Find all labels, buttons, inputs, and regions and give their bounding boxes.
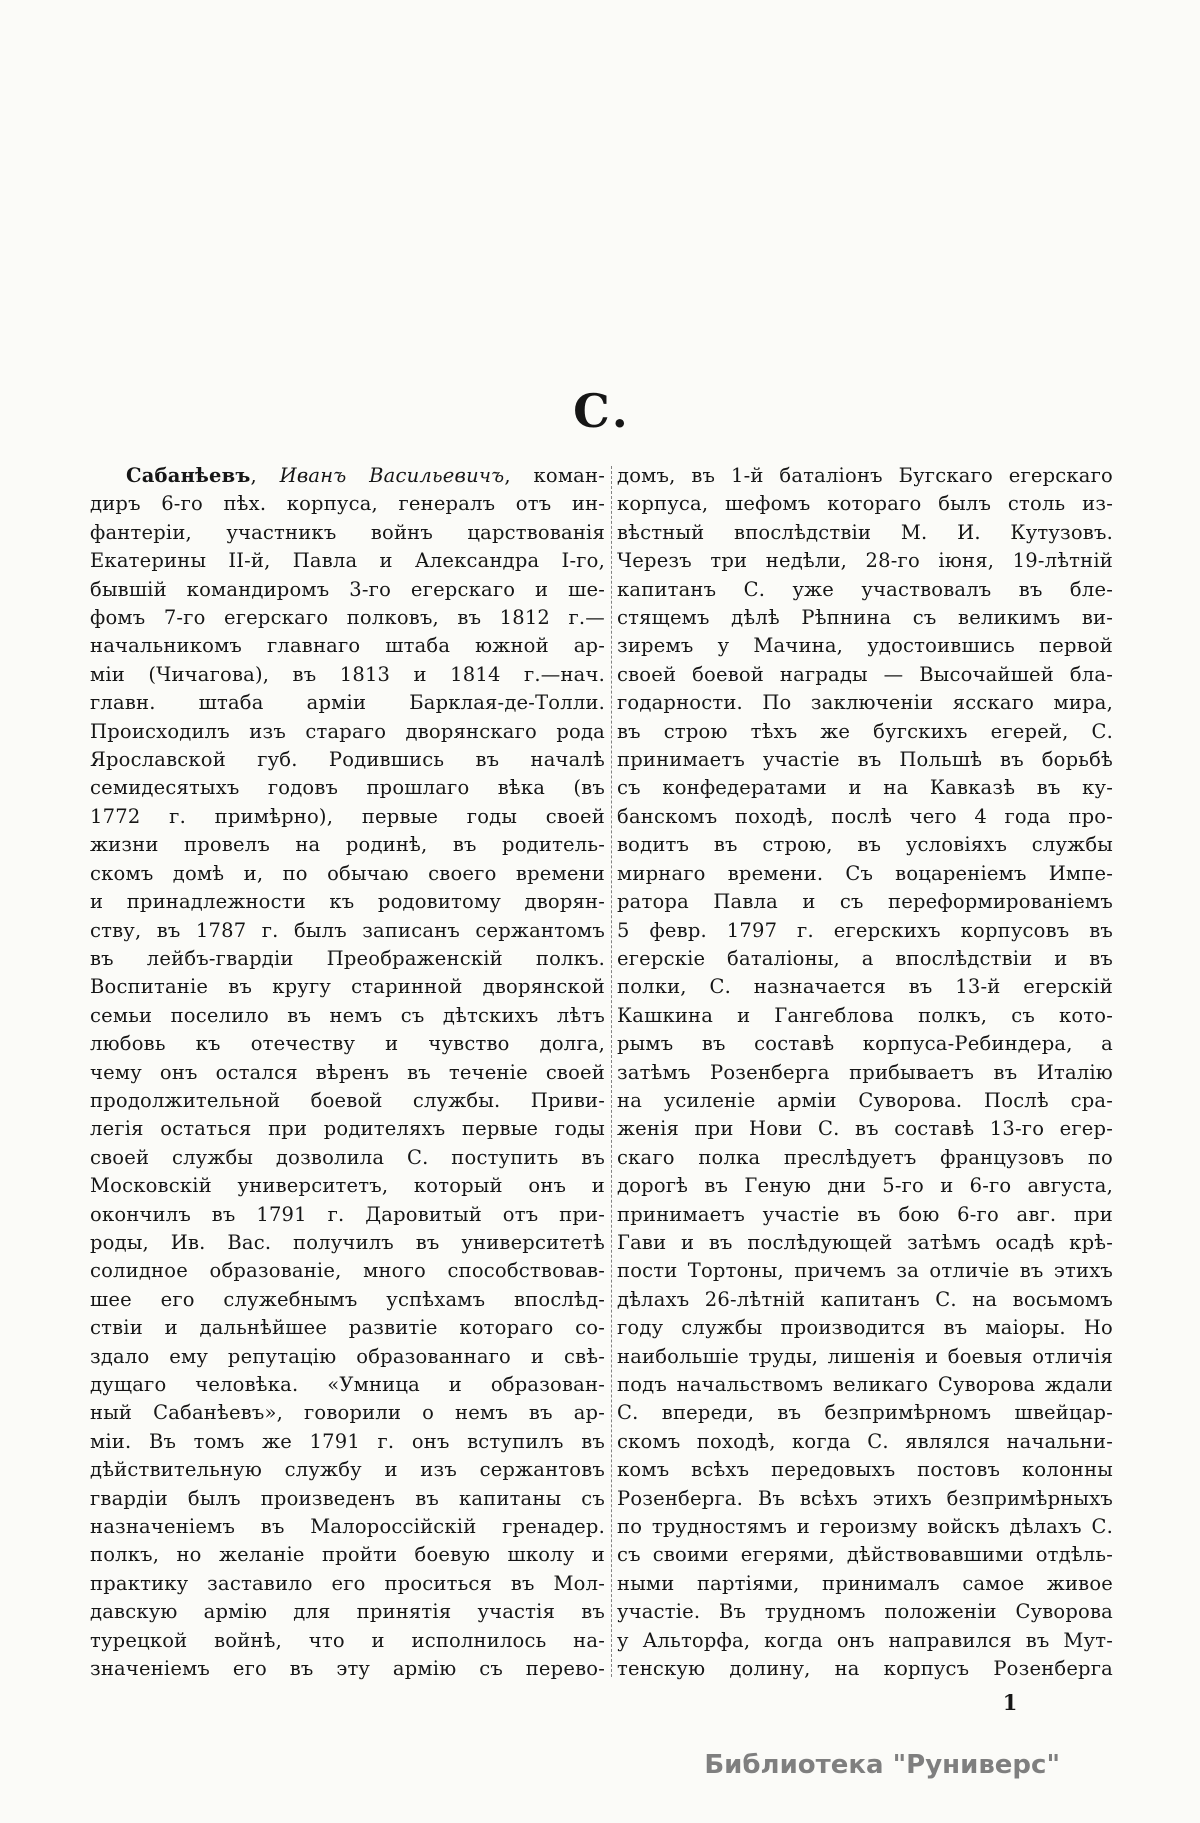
left-column	[90, 462, 605, 1683]
text-line: комъ всѣхъ передовыхъ постовъ колонны	[617, 1458, 1113, 1482]
text-line: жизни провелъ на родинѣ, въ родитель-	[90, 833, 605, 857]
text-line: практику заставило его проситься въ Мол-	[90, 1571, 605, 1595]
text-line: 5 февр. 1797 г. егерскихъ корпусовъ въ	[617, 918, 1113, 942]
text-line: Воспитаніе въ кругу старинной дворянской	[90, 975, 605, 999]
text-line: солидное образованіе, много способствовав-	[90, 1259, 605, 1283]
text-line: егерскіе баталіоны, а впослѣдствіи и въ	[617, 946, 1113, 970]
text-line: стящемъ дѣлѣ Рѣпнина съ великимъ ви-	[617, 606, 1113, 630]
text-line: семидесятыхъ годовъ прошлаго вѣка (въ	[90, 776, 605, 800]
text-line: ствіи и дальнѣйшее развитіе котораго со-	[90, 1316, 605, 1340]
text-line: мирнаго времени. Съ воцареніемъ Импе-	[617, 861, 1113, 885]
text-line: домъ, въ 1-й баталіонъ Бугскаго егерскаго	[617, 464, 1113, 487]
text-line: здало ему репутацію образованнаго и свѣ-	[90, 1344, 605, 1368]
text-line: съ конфедератами и на Кавказѣ въ ку-	[617, 776, 1113, 800]
text-line: принимаетъ участіе въ Польшѣ въ борьбѣ	[617, 748, 1113, 772]
entry-line-tail: , коман-	[504, 464, 605, 487]
text-line: Розенберга. Въ всѣхъ этихъ безпримѣрныхъ	[617, 1486, 1113, 1510]
text-line: принимаетъ участіе въ бою 6-го авг. при	[617, 1202, 1113, 1226]
text-line: міи. Въ томъ же 1791 г. онъ вступилъ въ	[90, 1429, 605, 1453]
text-line: назначеніемъ въ Малороссійскій гренадер.	[90, 1515, 605, 1539]
text-line: Происходилъ изъ стараго дворянскаго рода	[90, 719, 605, 743]
text-line: подъ начальствомъ великаго Суворова ждали	[617, 1373, 1113, 1396]
text-line: годарности. По заключеніи ясскаго мира,	[617, 691, 1113, 715]
text-line: ный Сабанѣевъ», говорили о немъ въ ар-	[90, 1401, 605, 1425]
right-column-lines	[617, 462, 1113, 1683]
text-line: любовь къ отечеству и чувство долга,	[90, 1032, 605, 1056]
entry-separator: ,	[250, 464, 280, 487]
text-line: пости Тортоны, причемъ за отличіе въ этихъ	[617, 1259, 1113, 1283]
text-line: скомъ походѣ, когда С. являлся начальни-	[617, 1429, 1113, 1453]
entry-surname: Сабанѣевъ	[126, 464, 251, 487]
text-line: Черезъ три недѣли, 28-го іюня, 19-лѣтній	[617, 549, 1113, 573]
text-line: турецкой войнѣ, что и исполнилось на-	[90, 1628, 605, 1652]
text-line: фомъ 7-го егерскаго полковъ, въ 1812 г.—	[90, 606, 605, 630]
text-line: бывшій командиромъ 3-го егерскаго и ше-	[90, 577, 605, 601]
text-line: Московскій университетъ, который онъ и	[90, 1174, 605, 1198]
text-line: на усиленіе арміи Суворова. Послѣ сра-	[617, 1088, 1113, 1112]
text-line: скаго полка преслѣдуетъ французовъ по	[617, 1145, 1113, 1169]
text-line: дорогѣ въ Геную дни 5-го и 6-го августа,	[617, 1174, 1113, 1198]
text-line: начальникомъ главнаго штаба южной ар-	[90, 634, 605, 658]
text-line: у Альторфа, когда онъ направился въ Мут-	[617, 1628, 1113, 1652]
text-line: продолжительной боевой службы. Приви-	[90, 1088, 605, 1112]
text-line: 1772 г. примѣрно), первые годы своей	[90, 804, 605, 828]
right-column	[617, 462, 1113, 1683]
text-line: скомъ домѣ и, по обычаю своего времени	[90, 861, 605, 885]
text-line: С. впереди, въ безпримѣрномъ швейцар-	[617, 1401, 1113, 1425]
entry-given-names: Иванъ Васильевичъ	[279, 464, 505, 487]
text-line: диръ 6-го пѣх. корпуса, генералъ отъ ин-	[90, 492, 605, 516]
text-line: чему онъ остался вѣренъ въ теченіе своей	[90, 1060, 605, 1084]
watermark: Библиотека "Руниверс"	[704, 1750, 1060, 1780]
text-line: въ лейбъ-гвардіи Преображенскій полкъ.	[90, 946, 605, 970]
text-line: капитанъ С. уже участвовалъ въ бле-	[617, 577, 1113, 601]
text-line: ратора Павла и съ переформированіемъ	[617, 890, 1113, 914]
text-line: семьи поселило въ немъ съ дѣтскихъ лѣтъ	[90, 1003, 605, 1027]
section-letter-heading: С.	[573, 384, 630, 438]
entry-opening-line	[90, 462, 605, 490]
text-line: съ своими егерями, дѣйствовавшими отдѣль-	[617, 1543, 1113, 1567]
text-line: полки, С. назначается въ 13-й егерскій	[617, 975, 1113, 999]
text-line: ными партіями, принималъ самое живое	[617, 1571, 1113, 1595]
text-line: банскомъ походѣ, послѣ чего 4 года про-	[617, 804, 1113, 828]
left-column-lines	[90, 490, 605, 1683]
text-line: значеніемъ его въ эту армію съ перево-	[90, 1657, 605, 1681]
text-line: фантеріи, участникъ войнъ царствованія	[90, 520, 605, 544]
text-line: наибольшіе труды, лишенія и боевыя отличія	[617, 1344, 1113, 1368]
text-line: своей службы дозволила С. поступить въ	[90, 1145, 605, 1169]
text-line: дѣлахъ 26-лѣтній капитанъ С. на восьмомъ	[617, 1287, 1113, 1311]
text-line: Кашкина и Гангеблова полкъ, съ кото-	[617, 1003, 1113, 1027]
text-line: роды, Ив. Вас. получилъ въ университетѣ	[90, 1230, 605, 1254]
text-line: окончилъ въ 1791 г. Даровитый отъ при-	[90, 1202, 605, 1226]
text-line: Ярославской губ. Родившись въ началѣ	[90, 748, 605, 772]
column-divider	[611, 466, 612, 1677]
text-line: участіе. Въ трудномъ положеніи Суворова	[617, 1600, 1113, 1624]
text-line: шее его служебнымъ успѣхамъ впослѣд-	[90, 1287, 605, 1311]
text-line: Гави и въ послѣдующей затѣмъ осадѣ крѣ-	[617, 1230, 1113, 1254]
text-line: легія остаться при родителяхъ первые годы	[90, 1117, 605, 1141]
text-line: женія при Нови С. въ составѣ 13-го егер-	[617, 1117, 1113, 1141]
text-line: гвардіи былъ произведенъ въ капитаны съ	[90, 1486, 605, 1510]
text-line: ству, въ 1787 г. былъ записанъ сержантомъ	[90, 918, 605, 942]
text-line: затѣмъ Розенберга прибываетъ въ Италію	[617, 1060, 1113, 1084]
text-line: и принадлежности къ родовитому дворян-	[90, 890, 605, 914]
text-line: міи (Чичагова), въ 1813 и 1814 г.—нач.	[90, 662, 605, 686]
text-columns	[90, 462, 1113, 1683]
text-line: дущаго человѣка. «Умница и образован-	[90, 1373, 605, 1396]
text-line: дѣйствительную службу и изъ сержантовъ	[90, 1458, 605, 1482]
text-line: давскую армію для принятія участія въ	[90, 1600, 605, 1624]
text-line: зиремъ у Мачина, удостоившись первой	[617, 634, 1113, 658]
text-line: рымъ въ составѣ корпуса-Ребиндера, а	[617, 1032, 1113, 1056]
text-line: тенскую долину, на корпусъ Розенберга	[617, 1657, 1113, 1681]
text-line: по трудностямъ и героизму войскъ дѣлахъ С.	[617, 1515, 1113, 1539]
text-line: въ строю тѣхъ же бугскихъ егерей, С.	[617, 719, 1113, 743]
text-line: вѣстный впослѣдствіи М. И. Кутузовъ.	[617, 520, 1113, 544]
text-line: главн. штаба арміи Барклая-де-Толли.	[90, 691, 605, 715]
text-line: году службы производится въ маіоры. Но	[617, 1316, 1113, 1340]
text-line: корпуса, шефомъ котораго былъ столь из-	[617, 492, 1113, 516]
page-number: 1	[1002, 1690, 1018, 1715]
text-line: Екатерины II-й, Павла и Александра I-го,	[90, 549, 605, 573]
text-line: полкъ, но желаніе пройти боевую школу и	[90, 1543, 605, 1567]
text-line: водитъ въ строю, въ условіяхъ службы	[617, 833, 1113, 857]
text-line: своей боевой награды — Высочайшей бла-	[617, 662, 1113, 686]
